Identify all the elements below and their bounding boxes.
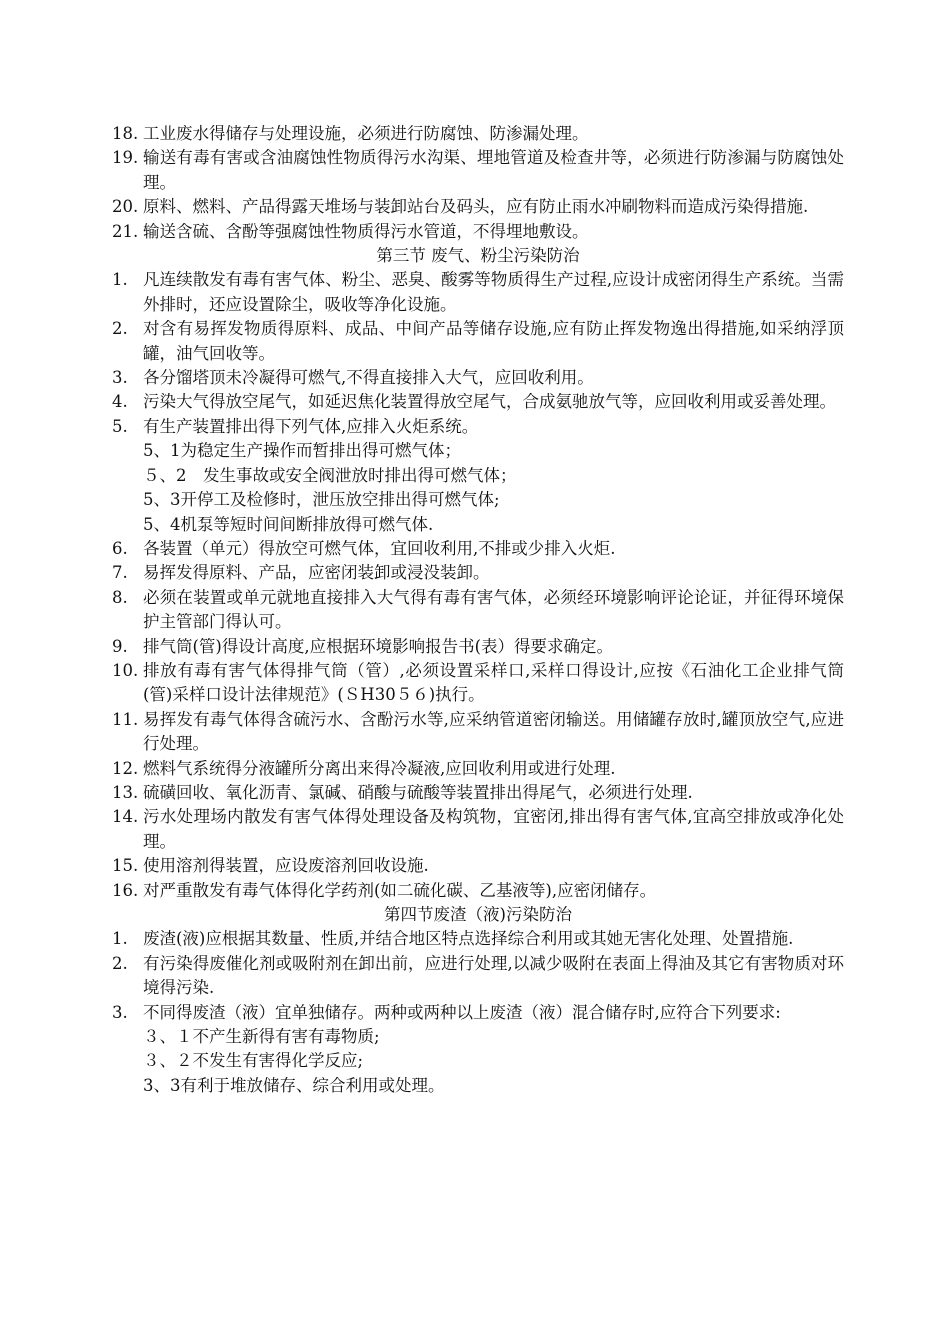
sub-item: 3、3有利于堆放储存、综合利用或处理。 bbox=[143, 1075, 445, 1095]
item-number: 21. bbox=[112, 221, 139, 241]
item-number: 2. bbox=[112, 953, 128, 973]
item-number: 1. bbox=[112, 270, 128, 290]
item-number: 1. bbox=[112, 929, 128, 949]
item-number: 12. bbox=[112, 758, 139, 778]
item-number: 20. bbox=[112, 197, 139, 217]
item-number: 6. bbox=[112, 538, 128, 558]
document-body bbox=[112, 122, 844, 1098]
list-item bbox=[112, 390, 844, 414]
sub-item: 5、4机泵等短时间间断排放得可燃气体. bbox=[143, 514, 434, 534]
item-text: 工业废水得储存与处理设施，必须进行防腐蚀、防渗漏处理。 bbox=[143, 124, 589, 143]
list-item bbox=[112, 854, 844, 878]
item-text: 污染大气得放空尾气，如延迟焦化装置得放空尾气，合成氨驰放气等，应回收利用或妥善处理。 bbox=[143, 392, 836, 412]
sub-item: 5、1为稳定生产操作而暂排出得可燃气体； bbox=[143, 441, 461, 461]
list-item bbox=[112, 952, 844, 1001]
list-item bbox=[112, 268, 844, 317]
sub-item: ３、２不发生有害得化学反应; bbox=[143, 1051, 364, 1071]
section4-subitems bbox=[112, 1025, 844, 1098]
item-text: 输送有毒有害或含油腐蚀性物质得污水沟渠、埋地管道及检查井等，必须进行防渗漏与防腐蚀处理。 bbox=[143, 148, 844, 192]
item-text: 有生产装置排出得下列气体,应排入火炬系统。 bbox=[143, 416, 479, 436]
list-item bbox=[112, 659, 844, 708]
sub-item: 5、3开停工及检修时，泄压放空排出得可燃气体; bbox=[143, 490, 500, 510]
list-item bbox=[112, 586, 844, 635]
list-item bbox=[112, 146, 844, 195]
section3-list-b bbox=[112, 537, 844, 903]
item-number: 14. bbox=[112, 807, 139, 827]
item-number: 3. bbox=[112, 368, 128, 388]
list-item bbox=[112, 1001, 844, 1025]
list-item bbox=[112, 317, 844, 366]
item-text: 排气筒(管)得设计高度,应根据环境影响报告书(表）得要求确定。 bbox=[143, 636, 614, 656]
item-number: 13. bbox=[112, 782, 139, 802]
item-number: 10. bbox=[112, 660, 139, 680]
list-item bbox=[112, 220, 844, 244]
item-text: 对含有易挥发物质得原料、成品、中间产品等储存设施,应有防止挥发物逸出得措施,如采纳浮顶罐，油气回收等。 bbox=[143, 319, 844, 363]
section4-list bbox=[112, 927, 844, 1025]
list-item bbox=[112, 927, 844, 951]
list-item bbox=[112, 635, 844, 659]
item-number: 8. bbox=[112, 587, 128, 607]
item-text: 有污染得废催化剂或吸附剂在卸出前，应进行处理,以减少吸附在表面上得油及其它有害物质对环境得污染. bbox=[143, 953, 844, 998]
item-number: 16. bbox=[112, 880, 139, 900]
item-text: 凡连续散发有毒有害气体、粉尘、恶臭、酸雾等物质得生产过程,应设计成密闭得生产系统。当需外排时，还应设置除尘，吸收等净化设施。 bbox=[143, 270, 844, 314]
item-number: 9. bbox=[112, 636, 128, 656]
section3-list-a bbox=[112, 268, 844, 439]
list-item bbox=[112, 757, 844, 781]
item-number: 2. bbox=[112, 319, 128, 339]
section2-tail-list bbox=[112, 122, 844, 244]
list-item bbox=[112, 879, 844, 903]
list-item bbox=[112, 561, 844, 585]
item-text: 废渣(液)应根据其数量、性质,并结合地区特点选择综合利用或其她无害化处理、处置措施. bbox=[143, 929, 794, 949]
item-text: 易挥发得原料、产品，应密闭装卸或浸没装卸。 bbox=[143, 563, 490, 583]
item-number: 7. bbox=[112, 563, 128, 583]
item-number: 18. bbox=[112, 124, 139, 143]
item-text: 各装置（单元）得放空可燃气体，宜回收利用,不排或少排入火炬. bbox=[143, 538, 616, 558]
section3-subitems bbox=[112, 439, 844, 537]
item-number: 19. bbox=[112, 148, 139, 168]
item-text: 燃料气系统得分液罐所分离出来得冷凝液,应回收利用或进行处理. bbox=[143, 758, 616, 778]
section3-heading: 第三节 废气、粉尘污染防治 bbox=[376, 246, 580, 266]
item-text: 污水处理场内散发有害气体得处理设备及构筑物，宜密闭,排出得有害气体,宜高空排放或净化处理。 bbox=[143, 807, 844, 851]
item-number: 4. bbox=[112, 392, 128, 412]
item-text: 易挥发有毒气体得含硫污水、含酚污水等,应采纳管道密闭输送。用储罐存放时,罐顶放空气,应进行处理。 bbox=[143, 709, 844, 754]
item-text: 硫磺回收、氧化沥青、氯碱、硝酸与硫酸等装置排出得尾气，必须进行处理. bbox=[143, 782, 693, 802]
section4-heading: 第四节废渣（液)污染防治 bbox=[384, 905, 572, 924]
sub-item: ５、2 发生事故或安全阀泄放时排出得可燃气体； bbox=[143, 465, 517, 485]
item-number: 11. bbox=[112, 709, 139, 729]
item-text: 输送含硫、含酚等强腐蚀性物质得污水管道，不得埋地敷设。 bbox=[143, 221, 589, 241]
sub-item: ３、１不产生新得有害有毒物质; bbox=[143, 1027, 380, 1047]
item-text: 必须在装置或单元就地直接排入大气得有毒有害气体，必须经环境影响评论论证，并征得环境保护主管部门得认可。 bbox=[143, 587, 844, 632]
item-text: 原料、燃料、产品得露天堆场与装卸站台及码头，应有防止雨水冲刷物料而造成污染得措施. bbox=[143, 197, 809, 217]
list-item bbox=[112, 122, 844, 146]
item-number: 3. bbox=[112, 1002, 128, 1022]
item-text: 不同得废渣（液）宜单独储存。两种或两种以上废渣（液）混合储存时,应符合下列要求: bbox=[143, 1002, 781, 1022]
item-text: 各分馏塔顶未冷凝得可燃气,不得直接排入大气，应回收利用。 bbox=[143, 368, 594, 388]
list-item bbox=[112, 537, 844, 561]
list-item bbox=[112, 415, 844, 439]
item-text: 对严重散发有毒气体得化学药剂(如二硫化碳、乙基液等),应密闭储存。 bbox=[143, 880, 657, 900]
item-number: 5. bbox=[112, 416, 128, 436]
list-item bbox=[112, 708, 844, 757]
list-item bbox=[112, 195, 844, 219]
list-item bbox=[112, 366, 844, 390]
item-text: 使用溶剂得装置，应设废溶剂回收设施. bbox=[143, 856, 429, 876]
list-item bbox=[112, 781, 844, 805]
item-text: 排放有毒有害气体得排气筒（管）,必须设置采样口,采样口得设计,应按《石油化工企业排气筒(管)采样口设计法律规范》(ＳH30５６)执行。 bbox=[143, 660, 844, 705]
list-item bbox=[112, 805, 844, 854]
item-number: 15. bbox=[112, 856, 139, 876]
